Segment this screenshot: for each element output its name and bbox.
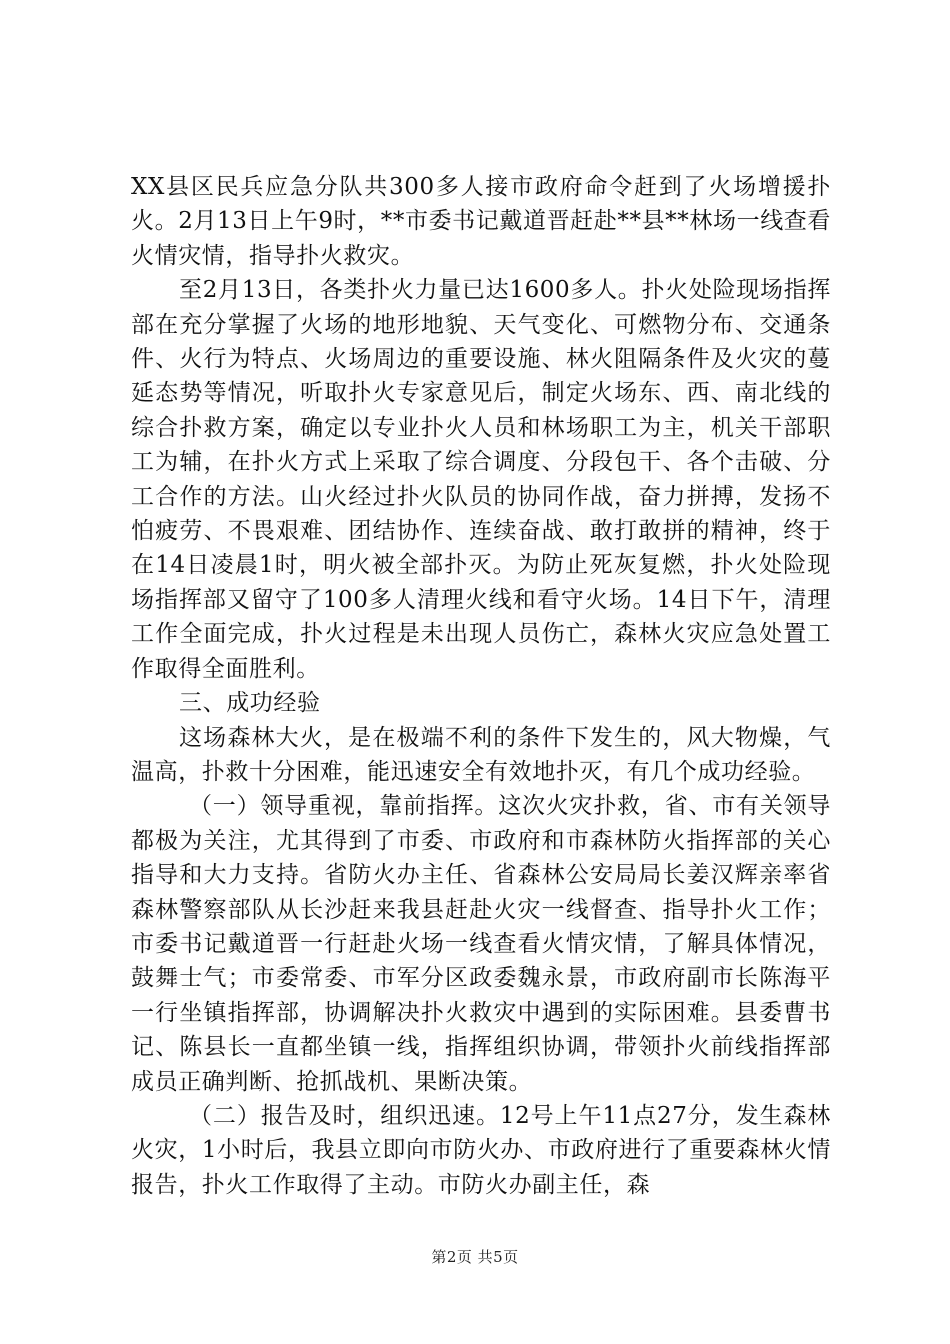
paragraph-leadership: （一）领导重视，靠前指挥。这次火灾扑救，省、市有关领导都极为关注，尤其得到了市委、市政府和市森林防火指挥部的关心指导和大力支持。省防火办主任、省森林公安局局长姜汉辉亲率省森林警察部队从长沙赶来我县赶赴火灾一线督查、指导扑火工作；市委书记戴道晋一行赶赴火场一线查看火情灾情，了解具体情况，鼓舞士气；市委常委、市军分区政委魏永景，市政府副市长陈海平一行坐镇指挥部，协调解决扑火救灾中遇到的实际困难。县委曹书记、陈县长一直都坐镇一线，指挥组织协调，带领扑火前线指挥部成员正确判断、抢抓战机、果断决策。 [131, 793, 831, 1095]
page-number-footer: 第2页 共5页 [431, 1248, 519, 1266]
paragraph-fire-suppression: 至2月13日，各类扑火力量已达1600多人。扑火处险现场指挥部在充分掌握了火场的地形地貌、天气变化、可燃物分布、交通条件、火行为特点、火场周边的重要设施、林火阻隔条件及火灾的蔓延态势等情况，听取扑火专家意见后，制定火场东、西、南北线的综合扑救方案，确定以专业扑火人员和林场职工为主，机关干部职工为辅，在扑火方式上采取了综合调度、分段包干、各个击破、分工合作的方法。山火经过扑火队员的协同作战，奋力拼搏，发扬不怕疲劳、不畏艰难、团结协作、连续奋战、敢打敢拼的精神，终于在14日凌晨1时，明火被全部扑灭。为防止死灰复燃，扑火处险现场指挥部又留守了100多人清理火线和看守火场。14日下午，清理工作全面完成，扑火过程是未出现人员伤亡，森林火灾应急处置工作取得全面胜利。 [131, 277, 831, 682]
section-heading-success-experience: 三、成功经验 [179, 690, 321, 717]
document-body [131, 170, 831, 1202]
paragraph-timely-report: （二）报告及时，组织迅速。12号上午11点27分，发生森林火灾，1小时后，我县立即向市防火办、市政府进行了重要森林火情报告，扑火工作取得了主动。市防火办副主任，森 [131, 1102, 831, 1198]
paragraph-success-intro: 这场森林大火，是在极端不利的条件下发生的，风大物燥，气温高，扑救十分困难，能迅速安全有效地扑灭，有几个成功经验。 [131, 724, 831, 785]
paragraph-fire-support: XX县区民兵应急分队共300多人接市政府命令赶到了火场增援扑火。2月13日上午9时，**市委书记戴道晋赶赴**县**林场一线查看火情灾情，指导扑火救灾。 [131, 174, 831, 269]
